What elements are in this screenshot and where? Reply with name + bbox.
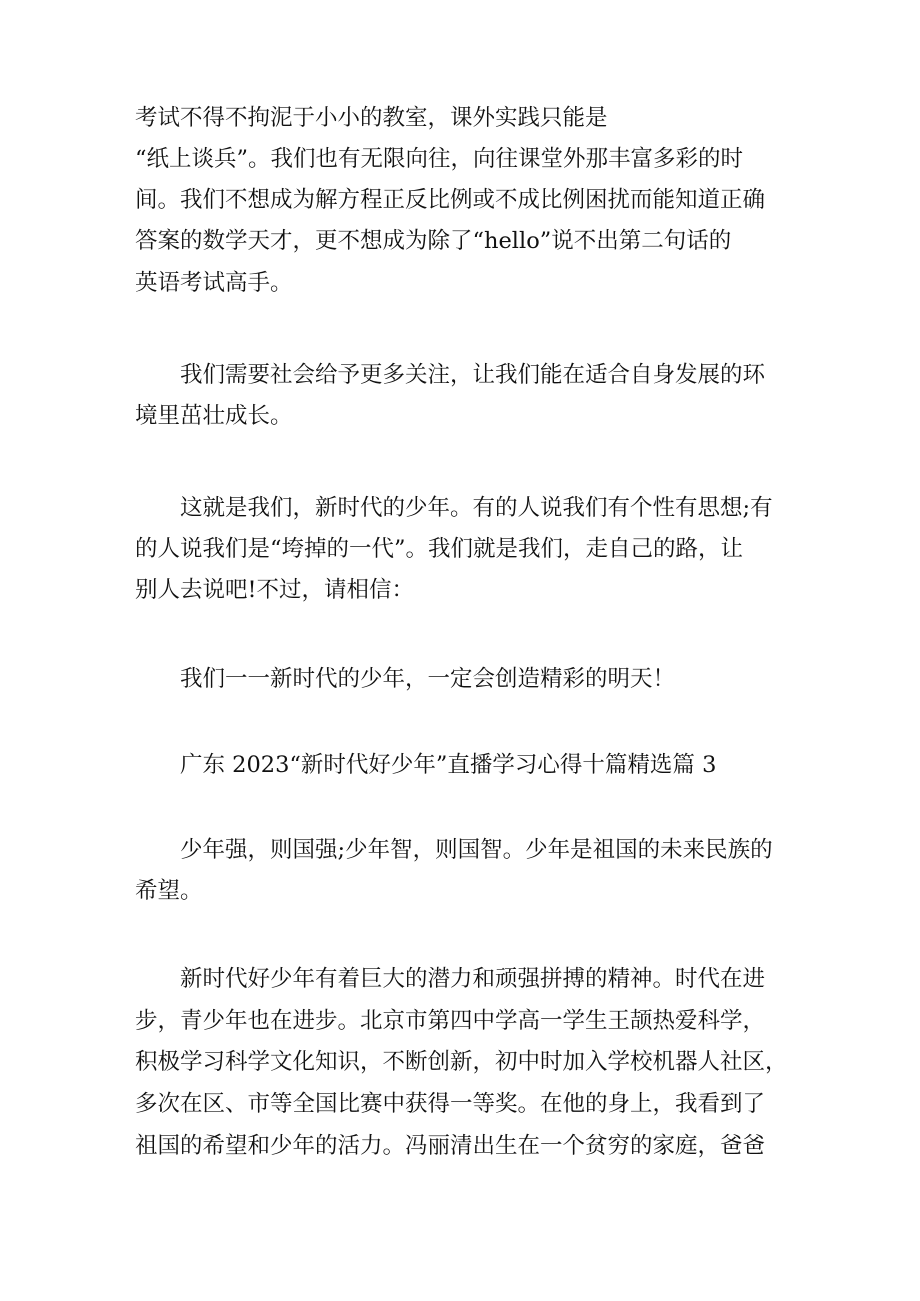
text-line: 积极学习科学文化知识，不断创新，初中时加入学校机器人社区， <box>135 1049 788 1075</box>
text-line: 别人去说吧!不过，请相信： <box>135 577 415 603</box>
text-line: 我们一一新时代的少年，一定会创造精彩的明天！ <box>180 666 676 692</box>
text-line: 希望。 <box>135 878 203 904</box>
text-line: 境里茁壮成长。 <box>135 403 293 429</box>
text-line: 间。我们不想成为解方程正反比例或不成比例困扰而能知道正确 <box>135 187 766 213</box>
text-line: 祖国的希望和少年的活力。冯丽清出生在一个贫穷的家庭，爸爸 <box>135 1133 766 1159</box>
text-line: 我们需要社会给予更多关注，让我们能在适合自身发展的环 <box>180 362 766 388</box>
text-line: 的人说我们是“垮掉的一代”。我们就是我们，走自己的路，让 <box>135 536 744 562</box>
text-line: 这就是我们，新时代的少年。有的人说我们有个性有思想;有 <box>180 495 773 521</box>
text-line: 多次在区、市等全国比赛中获得一等奖。在他的身上，我看到了 <box>135 1091 766 1117</box>
text-line: 新时代好少年有着巨大的潜力和顽强拼搏的精神。时代在进 <box>180 966 766 992</box>
text-line: 考试不得不拘泥于小小的教室，课外实践只能是 <box>135 105 608 131</box>
text-line: 答案的数学天才，更不想成为除了“hello”说不出第二句话的 <box>135 228 732 254</box>
text-line: 步，青少年也在进步。北京市第四中学高一学生王颉热爱科学， <box>135 1008 766 1034</box>
text-line: 英语考试高手。 <box>135 270 293 296</box>
section-heading-text: 广东 2023“新时代好少年”直播学习心得十篇精选篇 3 <box>180 752 717 778</box>
text-line: 少年强，则国强;少年智，则国智。少年是祖国的未来民族的 <box>180 837 773 863</box>
text-line: “纸上谈兵”。我们也有无限向往，向往课堂外那丰富多彩的时 <box>135 146 744 172</box>
